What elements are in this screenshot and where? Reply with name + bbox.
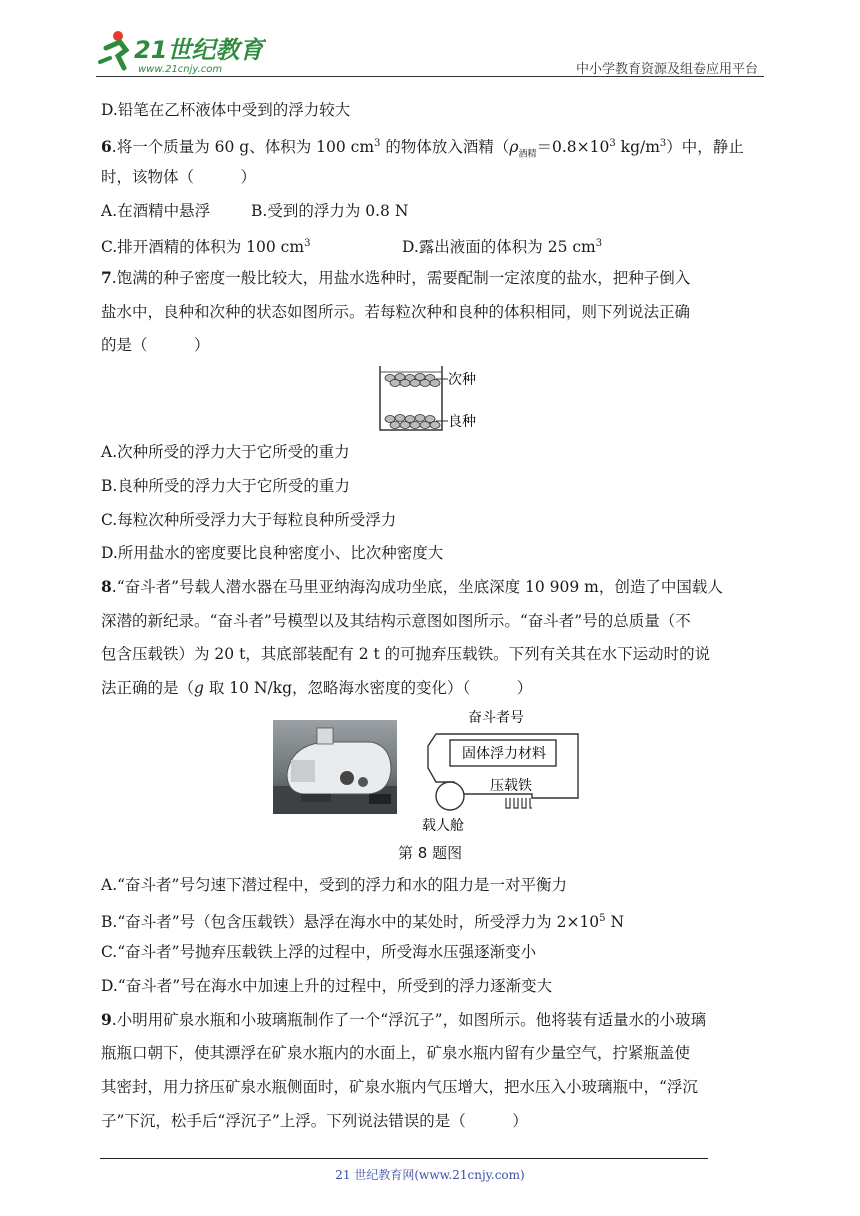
crew-cabin: [436, 782, 464, 810]
q6-sup3: 3: [659, 138, 667, 149]
q9-stem-line1: [101, 1010, 763, 1030]
q7-option-c: C.每粒次种所受浮力大于每粒良种所受浮力: [101, 511, 397, 529]
q6-stem-line1: [101, 134, 763, 164]
q6-text-c: ＝0.8×10: [536, 138, 610, 157]
q7-number: 7: [101, 268, 112, 287]
q9-number: 9: [101, 1010, 112, 1029]
label-good-seed: 良种: [448, 414, 476, 430]
q8-stem-line2: 深潜的新纪录。“奋斗者”号模型以及其结构示意图如图所示。“奋斗者”号的总质量（不: [101, 612, 691, 630]
crew-cabin-label: 载人舱: [422, 818, 464, 834]
header-platform-text: 中小学教育资源及组卷应用平台: [575, 62, 758, 77]
q7-option-b: B.良种所受的浮力大于它所受的重力: [101, 477, 350, 495]
q9-stem-line3: 其密封，用力挤压矿泉水瓶侧面时，矿泉水瓶内气压增大，把水压入小玻璃瓶中，“浮沉: [101, 1078, 698, 1096]
figure-8-caption: 第 8 题图: [398, 844, 463, 862]
logo-text: 21世纪教育: [134, 36, 264, 64]
q8-g-symbol: g: [194, 679, 204, 697]
q6-option-a: A.在酒精中悬浮: [101, 202, 211, 220]
diagram-title: 奋斗者号: [468, 710, 524, 726]
footer-link[interactable]: 21 世纪教育网(www.21cnjy.com): [335, 1168, 525, 1182]
q8-option-a: A.“奋斗者”号匀速下潜过程中，受到的浮力和水的阻力是一对平衡力: [101, 876, 567, 894]
submersible-structure-diagram: [414, 708, 594, 834]
sunken-seeds: [385, 415, 440, 429]
q7-stem-line2: 盐水中，良种和次种的状态如图所示。若每粒次种和良种的体积相同，则下列说法正确: [101, 303, 691, 321]
header-divider: [96, 76, 764, 77]
q8-option-c: C.“奋斗者”号抛弃压载铁上浮的过程中，所受海水压强逐渐变小: [101, 943, 537, 961]
q5-option-d: D.铅笔在乙杯液体中受到的浮力较大: [101, 101, 351, 119]
q8-stem-line4: 法正确的是（g 取 10 N/kg，忽略海水密度的变化）（ ）: [101, 679, 533, 697]
q8-option-d: D.“奋斗者”号在海水中加速上升的过程中，所受到的浮力逐渐变大: [101, 977, 553, 995]
q6-options-ab: [101, 201, 763, 221]
q8-stem-line1: [101, 577, 763, 597]
q6-text-b: 的物体放入酒精（: [380, 138, 510, 157]
q6-stem-line2: 时，该物体（ ）: [101, 168, 257, 186]
q7-stem-line3: 的是（ ）: [101, 336, 210, 354]
q8-number: 8: [101, 577, 112, 596]
site-logo: [96, 28, 266, 76]
q8-text-1: .“奋斗者”号载人潜水器在马里亚纳海沟成功坐底，坐底深度 10 909 m，创造了中国载人: [111, 578, 723, 596]
seed-beaker-figure: [376, 364, 486, 434]
q7-option-d: D.所用盐水的密度要比良种密度小、比次种密度大: [101, 544, 444, 562]
q6-option-d: D.露出液面的体积为 25 $cm^3$: [402, 238, 603, 257]
submersible-photo: [273, 720, 397, 814]
q6-options-cd: [101, 234, 763, 257]
q6-sup2: 3: [609, 138, 616, 149]
floating-seeds: [385, 374, 440, 387]
buoyancy-material-label: 固体浮力材料: [462, 746, 546, 762]
q6-rho-sub: 酒精: [518, 149, 537, 160]
label-inferior-seed: 次种: [448, 372, 476, 388]
ballast-label: 压载铁: [490, 778, 532, 794]
q6-text-d: kg/m: [615, 138, 660, 157]
q6-number: 6: [101, 137, 112, 157]
logo-url: www.21cnjy.com: [138, 64, 223, 75]
q6-text-a: .将一个质量为 60 g、体积为 100 cm: [111, 138, 375, 157]
q6-rho: ρ: [509, 138, 519, 157]
q9-stem-line2: 瓶瓶口朝下，使其漂浮在矿泉水瓶内的水面上，矿泉水瓶内留有少量空气，拧紧瓶盖使: [101, 1044, 691, 1062]
q8-option-b: B.“奋斗者”号（包含压载铁）悬浮在海水中的某处时，所受浮力为 $2\times 10^5$ N: [101, 913, 625, 932]
q6-option-c: C.排开酒精的体积为 100 $cm^3$: [101, 238, 311, 257]
ballast-iron: [506, 798, 532, 808]
q7-option-a: A.次种所受的浮力大于它所受的重力: [101, 443, 350, 461]
q6-text-e: ）中，静止: [666, 138, 744, 157]
q6-option-b: B.受到的浮力为 0.8 N: [251, 202, 409, 220]
q8-stem-line3: 包含压载铁）为 20 t，其底部装配有 2 t 的可抛弃压载铁。下列有关其在水下运动时的说: [101, 645, 711, 663]
q7-text-1: .饱满的种子密度一般比较大，用盐水选种时，需要配制一定浓度的盐水，把种子倒入: [111, 269, 691, 287]
q9-text-1: .小明用矿泉水瓶和小玻璃瓶制作了一个“浮沉子”，如图所示。他将装有适量水的小玻璃: [111, 1011, 707, 1029]
page-header: [96, 28, 764, 80]
footer-divider: [100, 1158, 708, 1159]
q6-sup1: 3: [374, 138, 381, 149]
q9-stem-line4: 子”下沉，松手后“浮沉子”上浮。下列说法错误的是（ ）: [101, 1112, 528, 1130]
q7-stem-line1: [101, 268, 763, 288]
